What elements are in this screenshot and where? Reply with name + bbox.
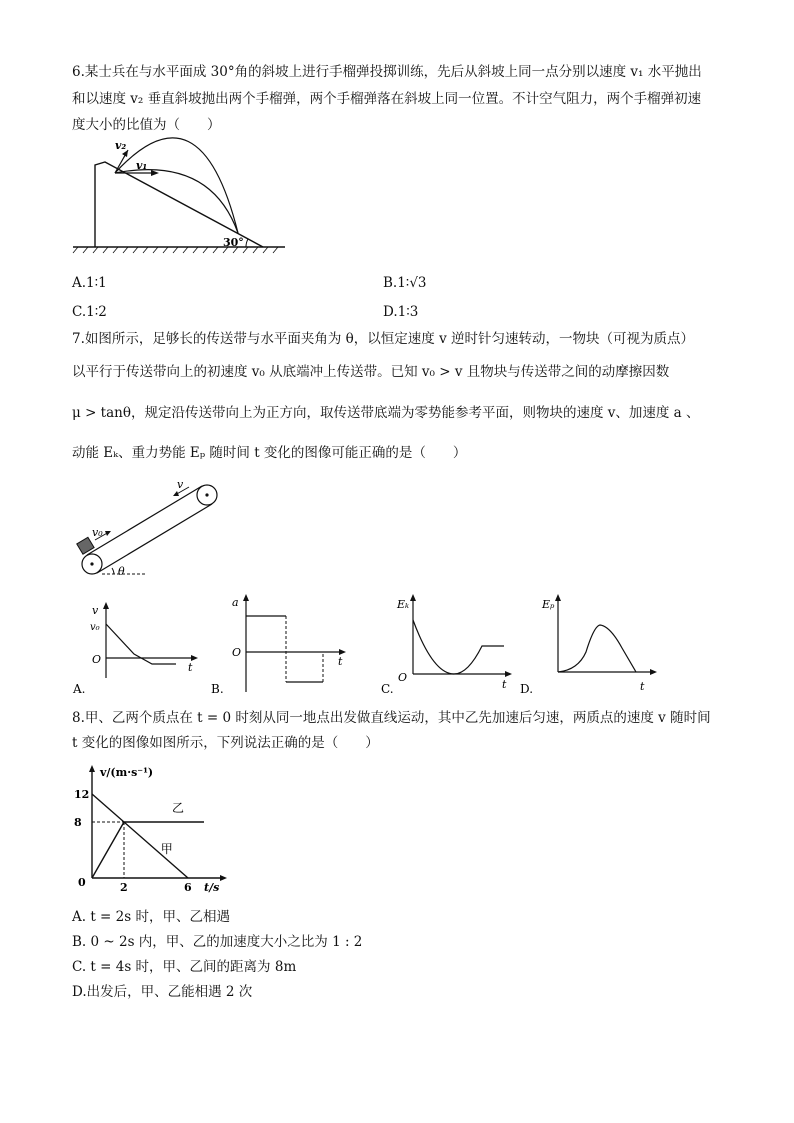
graph-c-x-arrow bbox=[505, 671, 512, 677]
q7-graph-c bbox=[378, 590, 528, 700]
graph-c-curve bbox=[413, 620, 504, 674]
q6-option-c[interactable]: C.1∶2 bbox=[72, 304, 107, 320]
trajectory-v2 bbox=[115, 138, 238, 233]
graph-a-option[interactable]: A. bbox=[73, 682, 86, 696]
graph-d-y-arrow bbox=[555, 594, 561, 601]
y-tick-8: 8 bbox=[74, 816, 82, 829]
q7-graph-d bbox=[518, 590, 668, 700]
q7-graph-a bbox=[70, 600, 210, 700]
q7-conveyor-figure bbox=[72, 478, 232, 582]
theta-arc bbox=[112, 568, 114, 574]
q6-line-1: 6.某士兵在与水平面成 30°角的斜坡上进行手榴弹投掷训练，先后从斜坡上同一点分别以速度 v₁ 水平抛出 bbox=[72, 64, 702, 80]
graph-d-curve bbox=[558, 625, 636, 672]
q8-velocity-chart bbox=[70, 760, 240, 900]
graph-a-xlabel: t bbox=[188, 661, 193, 674]
angle-arc bbox=[246, 239, 248, 247]
graph-c-option[interactable]: C. bbox=[381, 682, 394, 696]
q7-graph-b bbox=[208, 590, 358, 700]
q8-ylabel: v/(m·s⁻¹) bbox=[100, 766, 154, 779]
v-label: v bbox=[177, 478, 184, 491]
q6-line-3: 度大小的比值为（ ） bbox=[72, 117, 221, 133]
q8-option-b[interactable]: B. 0 ~ 2s 内，甲、乙的加速度大小之比为 1 : 2 bbox=[72, 934, 363, 950]
graph-a-origin: O bbox=[92, 653, 102, 666]
graph-b-y-arrow bbox=[243, 594, 249, 601]
graph-c-ylabel: Eₖ bbox=[397, 598, 410, 611]
q6-line-2: 和以速度 v₂ 垂直斜坡抛出两个手榴弹，两个手榴弹落在斜坡上同一位置。不计空气阻力，两个手榴弹初速 bbox=[72, 91, 702, 107]
graph-b-xlabel: t bbox=[338, 655, 343, 668]
graph-d-option[interactable]: D. bbox=[520, 682, 534, 696]
graph-b-ylabel: a bbox=[232, 596, 239, 609]
q8-y-arrow bbox=[89, 765, 95, 772]
graph-a-ylabel: v bbox=[92, 604, 99, 617]
graph-d-xlabel: t bbox=[640, 680, 645, 693]
graph-c-origin: O bbox=[398, 671, 408, 684]
v0-label: v₀ bbox=[92, 526, 103, 539]
graph-a-y-arrow bbox=[103, 602, 109, 609]
graph-b-origin: O bbox=[232, 646, 242, 659]
x-tick-2: 2 bbox=[120, 881, 128, 894]
q7-line-2: 以平行于传送带向上的初速度 v₀ 从底端冲上传送带。已知 v₀ > v 且物块与传送带之间的动摩擦因数 bbox=[72, 364, 670, 380]
q8-x-arrow bbox=[220, 875, 227, 881]
q6-option-d[interactable]: D.1∶3 bbox=[383, 304, 419, 320]
graph-a-v0-label: v₀ bbox=[90, 622, 100, 633]
series-label-2: 乙 bbox=[172, 801, 185, 816]
q6-option-b[interactable]: B.1∶√3 bbox=[383, 275, 427, 291]
q8-origin: 0 bbox=[78, 876, 86, 889]
graph-c-xlabel: t bbox=[502, 678, 507, 691]
graph-d-x-arrow bbox=[650, 669, 657, 675]
graph-c-y-arrow bbox=[410, 594, 416, 601]
ground-hatch bbox=[73, 247, 278, 253]
q8-option-d[interactable]: D.出发后，甲、乙能相遇 2 次 bbox=[72, 984, 253, 1000]
v1-arrowhead bbox=[151, 170, 159, 176]
q8-option-c[interactable]: C. t = 4s 时，甲、乙间的距离为 8m bbox=[72, 959, 297, 975]
q8-line-1: 8.甲、乙两个质点在 t = 0 时刻从同一地点出发做直线运动，其中乙先加速后匀速，两质点的速度 v 随时间 bbox=[72, 710, 711, 726]
q7-line-4: 动能 Eₖ、重力势能 Eₚ 随时间 t 变化的图像可能正确的是（ ） bbox=[72, 445, 467, 461]
q7-line-1: 7.如图所示，足够长的传送带与水平面夹角为 θ，以恒定速度 v 逆时针匀速转动，一物块（可视为质点） bbox=[72, 331, 695, 347]
theta-label: θ bbox=[118, 565, 125, 578]
series-line-2 bbox=[92, 822, 204, 878]
q8-line-2: t 变化的图像如图所示，下列说法正确的是（ ） bbox=[72, 735, 379, 751]
v2-label: v₂ bbox=[115, 139, 127, 152]
q8-xlabel: t/s bbox=[204, 881, 220, 894]
bottom-pulley-axle bbox=[90, 562, 93, 565]
y-tick-12: 12 bbox=[74, 788, 90, 801]
q7-line-3: μ > tanθ，规定沿传送带向上为正方向，取传送带底端为零势能参考平面，则物块的速度 v、加速度 a 、 bbox=[72, 405, 700, 421]
series-label-1: 甲 bbox=[160, 841, 173, 856]
angle-label: 30° bbox=[223, 236, 244, 249]
slope-outline bbox=[95, 162, 263, 247]
graph-b-option[interactable]: B. bbox=[211, 682, 224, 696]
q6-option-a[interactable]: A.1∶1 bbox=[72, 275, 107, 291]
q8-option-a[interactable]: A. t = 2s 时，甲、乙相遇 bbox=[72, 909, 230, 925]
graph-d-ylabel: Eₚ bbox=[542, 598, 555, 611]
x-tick-6: 6 bbox=[184, 881, 192, 894]
v1-label: v₁ bbox=[136, 159, 148, 172]
q6-slope-figure bbox=[70, 135, 300, 257]
top-pulley-axle bbox=[205, 493, 208, 496]
